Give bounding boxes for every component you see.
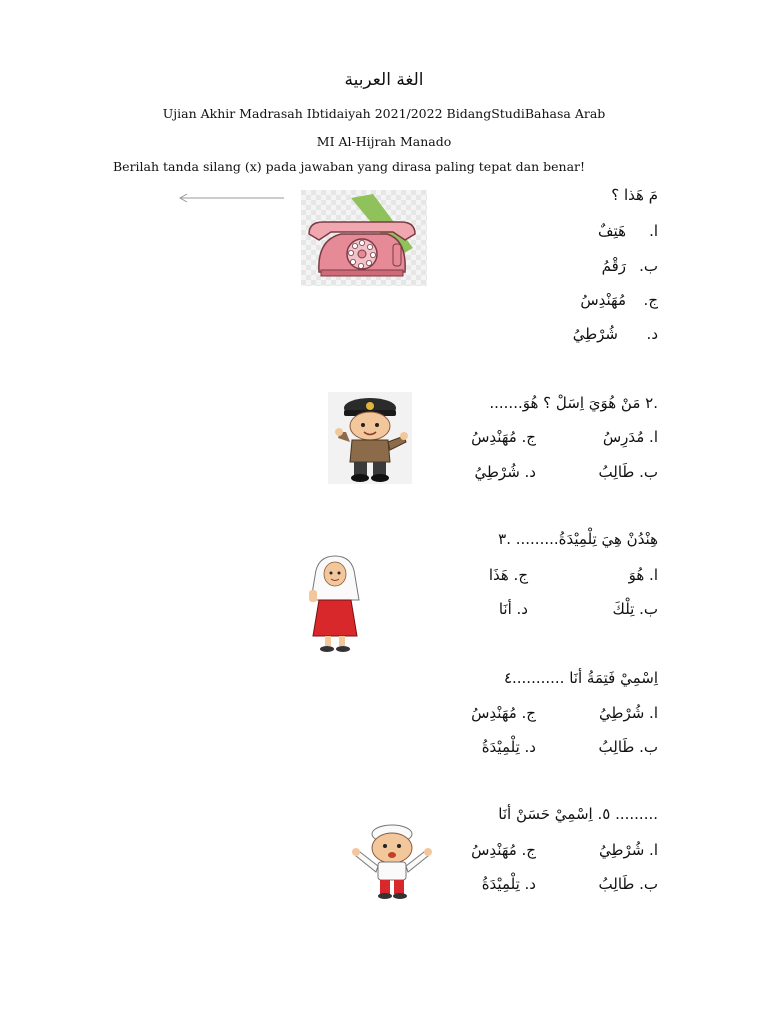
q2-option-a[interactable]: ا. مُدَرِسُ bbox=[602, 428, 658, 446]
q2-option-d[interactable]: د. شُرْطِيُ bbox=[474, 463, 536, 481]
q4-option-b[interactable]: ب. طَالِبُ bbox=[598, 738, 658, 756]
q2-question: .٢ مَنْ هُوَيَ اِسَلْ ؟ هُوَ....... bbox=[489, 394, 658, 412]
haji-boy-illustration bbox=[350, 822, 434, 900]
q1-option-d[interactable]: شُرْطِيُ bbox=[572, 325, 618, 343]
q1-label-d: د. bbox=[646, 325, 658, 343]
police-boy-illustration bbox=[328, 392, 412, 484]
hijab-girl-illustration bbox=[307, 554, 363, 654]
q1-label-a: ا. bbox=[649, 222, 658, 240]
q4-option-d[interactable]: د. تِلْمِيْدَةُ bbox=[481, 738, 536, 756]
q1-question: مَ هَذا ؟ bbox=[611, 186, 658, 204]
q1-option-b[interactable]: رَقْمُ bbox=[601, 257, 626, 275]
q1-label-c: ج. bbox=[643, 291, 658, 309]
school-name: MI Al-Hijrah Manado bbox=[316, 134, 452, 149]
exam-title: Ujian Akhir Madrasah Ibtidaiyah 2021/2022 BidangStudiBahasa Arab bbox=[162, 106, 606, 121]
q4-option-a[interactable]: ا. شُرْطِيُ bbox=[599, 704, 658, 722]
q5-question: ......... ٥. اِسْمِيْ حَسَنْ أنَا bbox=[498, 805, 658, 823]
q1-option-c[interactable]: مُهَنْدِسُ bbox=[580, 291, 626, 309]
q2-option-c[interactable]: ج. مُهَنْدِسُ bbox=[471, 428, 536, 446]
q3-option-c[interactable]: ج. هَذَا bbox=[488, 566, 528, 584]
q2-option-b[interactable]: ب. طَالِبُ bbox=[598, 463, 658, 481]
q5-option-a[interactable]: ا. شُرْطِيُ bbox=[599, 841, 658, 859]
q5-option-c[interactable]: ج. مُهَنْدِسُ bbox=[471, 841, 536, 859]
telephone-illustration bbox=[301, 190, 427, 286]
instruction: Berilah tanda silang (x) pada jawaban yang dirasa paling tepat dan benar! bbox=[113, 159, 586, 174]
q3-question: هِنْدُنْ هِيَ تِلْمِيْدَةُ......... .٣ bbox=[498, 530, 658, 548]
arrow-line-icon bbox=[178, 192, 286, 204]
q4-option-c[interactable]: ج. مُهَنْدِسُ bbox=[471, 704, 536, 722]
q1-label-b: ب. bbox=[639, 257, 658, 275]
q5-option-d[interactable]: د. تِلْمِيْدَةُ bbox=[481, 875, 536, 893]
q5-option-b[interactable]: ب. طَالِبُ bbox=[598, 875, 658, 893]
q3-option-b[interactable]: ب. تِلْكَ bbox=[612, 600, 658, 618]
q1-option-a[interactable]: هَتِفٌ bbox=[598, 222, 626, 240]
q4-question: اِسْمِيْ فَتِمَةُ أنَا ...........٤ bbox=[503, 669, 658, 687]
q3-option-d[interactable]: د. أنَا bbox=[498, 600, 528, 618]
q3-option-a[interactable]: ا. هُوَ bbox=[628, 566, 658, 584]
title-arabic: الغة العربية bbox=[344, 70, 424, 90]
